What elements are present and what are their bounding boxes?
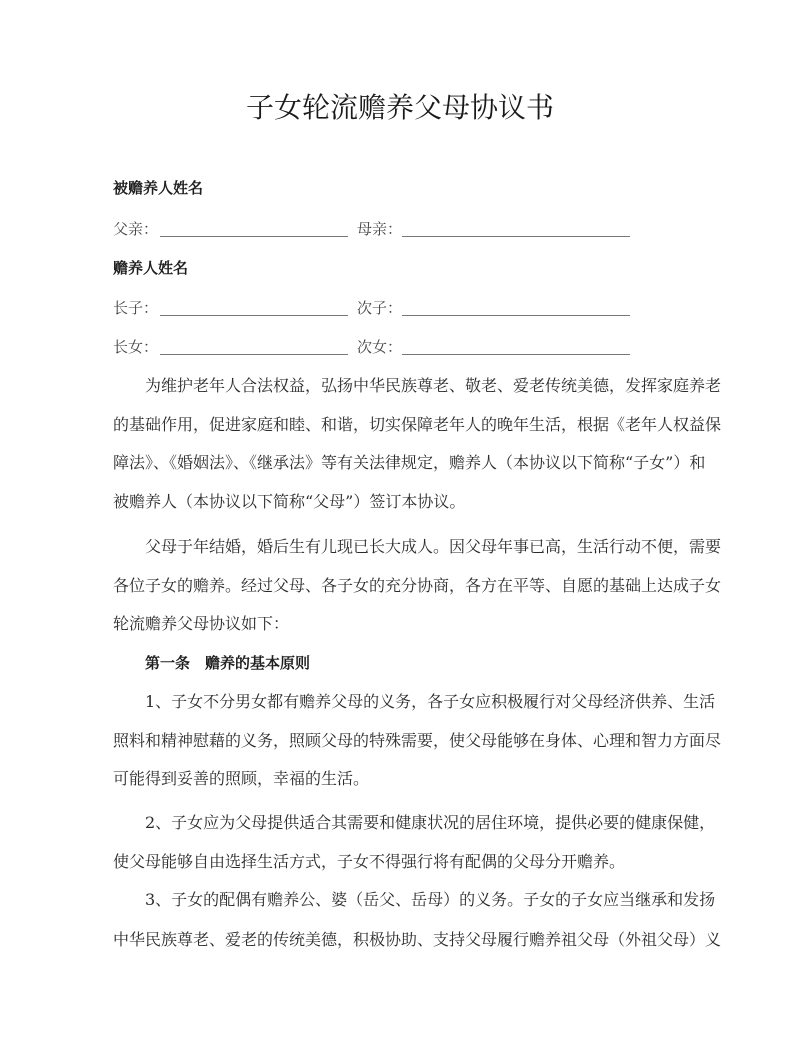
supporters-heading: 赡养人姓名 xyxy=(113,259,189,277)
father-field[interactable] xyxy=(160,236,348,237)
second-daughter-label: 次女： xyxy=(357,338,403,356)
intro-line: 为维护老年人合法权益，弘扬中华民族尊老、敬老、爱老传统美德，发挥家庭养老 xyxy=(145,376,722,395)
background-line: 轮流赡养父母协议如下： xyxy=(113,614,290,633)
eldest-son-field[interactable] xyxy=(160,315,348,316)
eldest-daughter-field[interactable] xyxy=(160,354,348,355)
mother-field[interactable] xyxy=(402,236,630,237)
intro-line: 被赡养人（本协议以下简称“父母”）签订本协议。 xyxy=(113,492,466,511)
clause-3-line: 中华民族尊老、爱老的传统美德，积极协助、支持父母履行赡养祖父母（外祖父母）义 xyxy=(113,930,722,949)
supported-persons-heading: 被赡养人姓名 xyxy=(113,179,204,197)
article-1-heading: 第一条 赡养的基本原则 xyxy=(145,654,311,672)
clause-2-line: 使父母能够自由选择生活方式，子女不得强行将有配偶的父母分开赡养。 xyxy=(113,852,626,871)
mother-label: 母亲： xyxy=(357,220,403,238)
background-line: 各位子女的赡养。经过父母、各子女的充分协商，各方在平等、自愿的基础上达成子女 xyxy=(113,576,722,595)
second-son-label: 次子： xyxy=(357,299,403,317)
clause-1-line: 可能得到妥善的照顾，幸福的生活。 xyxy=(113,769,370,788)
second-daughter-field[interactable] xyxy=(402,354,630,355)
eldest-daughter-label: 长女： xyxy=(113,338,159,356)
eldest-son-label: 长子： xyxy=(113,299,159,317)
intro-line: 的基础作用，促进家庭和睦、和谐，切实保障老年人的晚年生活，根据《老年人权益保 xyxy=(113,415,722,434)
clause-2-line: 2、子女应为父母提供适合其需要和健康状况的居住环境，提供必要的健康保健， xyxy=(145,813,716,832)
father-label: 父亲： xyxy=(113,220,159,238)
clause-1-line: 照料和精神慰藉的义务，照顾父母的特殊需要，使父母能够在身体、心理和智力方面尽 xyxy=(113,731,722,750)
background-line: 父母于年结婚，婚后生有儿现已长大成人。因父母年事已高，生活行动不便，需要 xyxy=(145,537,722,556)
intro-line: 障法》、《婚姻法》、《继承法》等有关法律规定，赡养人（本协议以下简称“子女”）和 xyxy=(113,453,706,472)
clause-3-line: 3、子女的配偶有赡养公、婆（岳父、岳母）的义务。子女的子女应当继承和发扬 xyxy=(145,890,716,909)
second-son-field[interactable] xyxy=(402,315,630,316)
clause-1-line: 1、子女不分男女都有赡养父母的义务，各子女应积极履行对父母经济供养、生活 xyxy=(145,692,716,711)
document-title: 子女轮流赡养父母协议书 xyxy=(245,91,554,124)
